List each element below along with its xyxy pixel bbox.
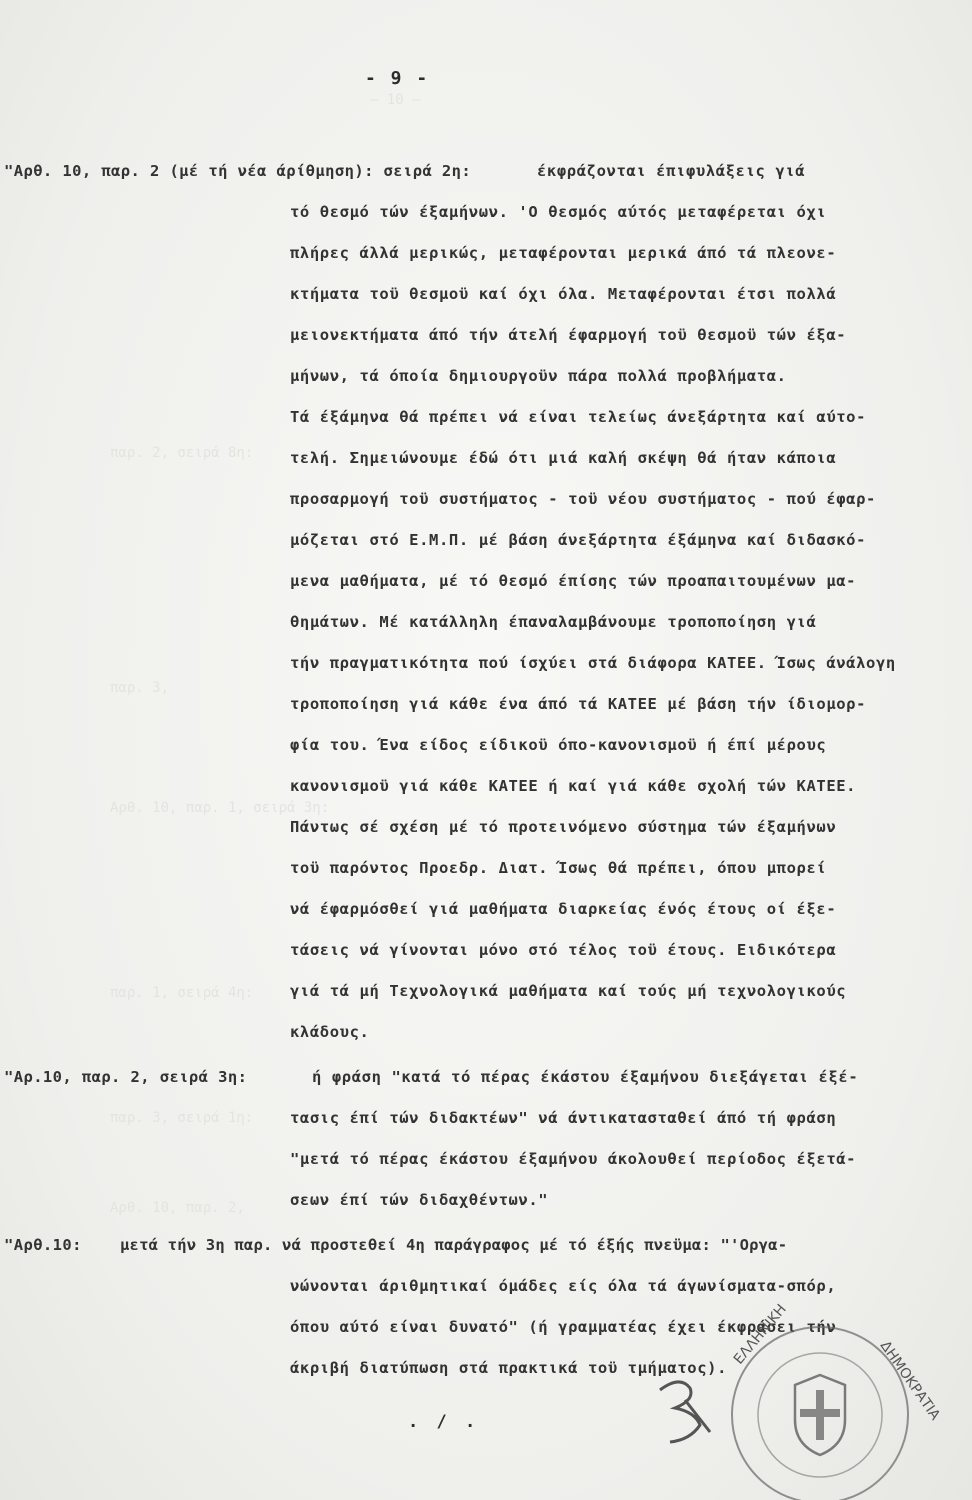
text-line: τοϋ παρόντος Προεδρ. Διατ. Ίσως θά πρέπει, όπου μπορεί	[290, 859, 827, 877]
text-line: τήν πραγματικότητα πού ίσχύει στά διάφορα ΚΑΤΕΕ. Ίσως άνάλογη	[290, 654, 896, 672]
text-line: φία του. Ένα είδος είδικοϋ όπο-κανονισμοϋ ή έπί μέρους	[290, 736, 827, 754]
bleed-through-text: παρ. 3,	[110, 680, 170, 696]
text-line: νά έφαρμόσθεί γιά μαθήματα διαρκείας ένός έτους οί έξε-	[290, 900, 837, 918]
text-line: μετά τήν 3η παρ. νά προστεθεί 4η παράγραφος μέ τό έξής πνεϋμα: "'Οργα-	[120, 1236, 788, 1254]
official-stamp	[700, 1301, 943, 1495]
text-line: μήνων, τά όποία δημιουργοϋν πάρα πολλά προβλήματα.	[290, 367, 787, 385]
bleed-through-text: παρ. 1, σειρά 4η:	[110, 985, 254, 1001]
text-line: σεων έπί τών διδαχθέντων."	[290, 1191, 549, 1209]
text-line: κτήματα τοϋ θεσμοϋ καί όχι όλα. Μεταφέρονται έτσι πολλά	[290, 285, 837, 303]
svg-text:ΕΛΛΗΝΙΚΗ: ΕΛΛΗΝΙΚΗ	[730, 1301, 790, 1368]
text-line: μόζεται στό Ε.Μ.Π. μέ βάση άνεξάρτητα έξάμηνα καί διδασκό-	[290, 531, 867, 549]
text-line: Τά έξάμηνα θά πρέπει νά είναι τελείως άνεξάρτητα καί αύτο-	[290, 408, 867, 426]
article-reference: "Αρθ.10:	[4, 1236, 82, 1254]
text-line: μενα μαθήματα, μέ τό θεσμό έπίσης τών προαπαιτουμένων μα-	[290, 572, 857, 590]
bleed-through-text: Αρθ. 10, παρ. 2,	[110, 1200, 245, 1216]
text-line: τελή. Σημειώνουμε έδώ ότι μιά καλή σκέψη θά ήταν κάποια	[290, 449, 837, 467]
text-line: τροποποίηση γιά κάθε ένα άπό τά ΚΑΤΕΕ μέ βάση τήν ίδιομορ-	[290, 695, 867, 713]
article-reference: "Αρ.10, παρ. 2, σειρά 3η:	[4, 1068, 248, 1086]
text-line: τάσεις νά γίνονται μόνο στό τέλος τοϋ έτους. Ειδικότερα	[290, 941, 837, 959]
bleed-through-text: — 10 —	[370, 92, 421, 108]
text-line: τασις έπί τών διδακτέων" νά άντικατασταθεί άπό τή φράση	[290, 1109, 837, 1127]
text-line: θημάτων. Μέ κατάλληλη έπαναλαμβάνουμε τροποποίηση γιά	[290, 613, 817, 631]
text-line: "μετά τό πέρας έκάστου έξαμήνου άκολουθεί περίοδος έξετά-	[290, 1150, 857, 1168]
text-line: γιά τά μή Τεχνολογικά μαθήματα καί τούς μή τεχνολογικούς	[290, 982, 847, 1000]
text-line: άκριβή διατύπωση στά πρακτικά τοϋ τμήματος).	[290, 1359, 727, 1377]
text-line: έκφράζονται έπιφυλάξεις γιά	[537, 162, 806, 180]
text-line: πλήρες άλλά μερικώς, μεταφέρονται μερικά άπό τά πλεονε-	[290, 244, 837, 262]
text-line: ή φράση "κατά τό πέρας έκάστου έξαμήνου διεξάγεται έξέ-	[312, 1068, 859, 1086]
article-reference: "Αρθ. 10, παρ. 2 (μέ τή νέα άρίθμηση): σειρά 2η:	[4, 162, 472, 180]
svg-text:ΔΗΜΟΚΡΑΤΙΑ: ΔΗΜΟΚΡΑΤΙΑ	[876, 1338, 943, 1424]
continuation-mark: . / .	[408, 1412, 480, 1432]
bleed-through-text: παρ. 3, σειρά 1η:	[110, 1110, 254, 1126]
text-line: προσαρμογή τοϋ συστήματος - τοϋ νέου συστήματος - πού έφαρ-	[290, 490, 876, 508]
bleed-through-text: παρ. 2, σειρά 8η:	[110, 445, 254, 461]
text-line: όπου αύτό είναι δυνατό" (ή γραμματέας έχει έκφράσει τήν	[290, 1318, 837, 1336]
text-line: μειονεκτήματα άπό τήν άτελή έφαρμογή τοϋ θεσμοϋ τών έξα-	[290, 326, 847, 344]
text-line: τό θεσμό τών έξαμήνων. 'Ο θεσμός αύτός μεταφέρεται όχι	[290, 203, 827, 221]
bleed-through-text: Αρθ. 10, παρ. 1, σειρά 3η:	[110, 800, 330, 816]
text-line: νώνονται άριθμητικαί όμάδες είς όλα τά άγωνίσματα-σπόρ,	[290, 1277, 837, 1295]
page-number: - 9 -	[365, 68, 430, 89]
text-line: κλάδους.	[290, 1023, 370, 1041]
text-line: Πάντως σέ σχέση μέ τό προτεινόμενο σύστημα τών έξαμήνων	[290, 818, 837, 836]
text-line: κανονισμοϋ γιά κάθε ΚΑΤΕΕ ή καί γιά κάθε σχολή τών ΚΑΤΕΕ.	[290, 777, 857, 795]
